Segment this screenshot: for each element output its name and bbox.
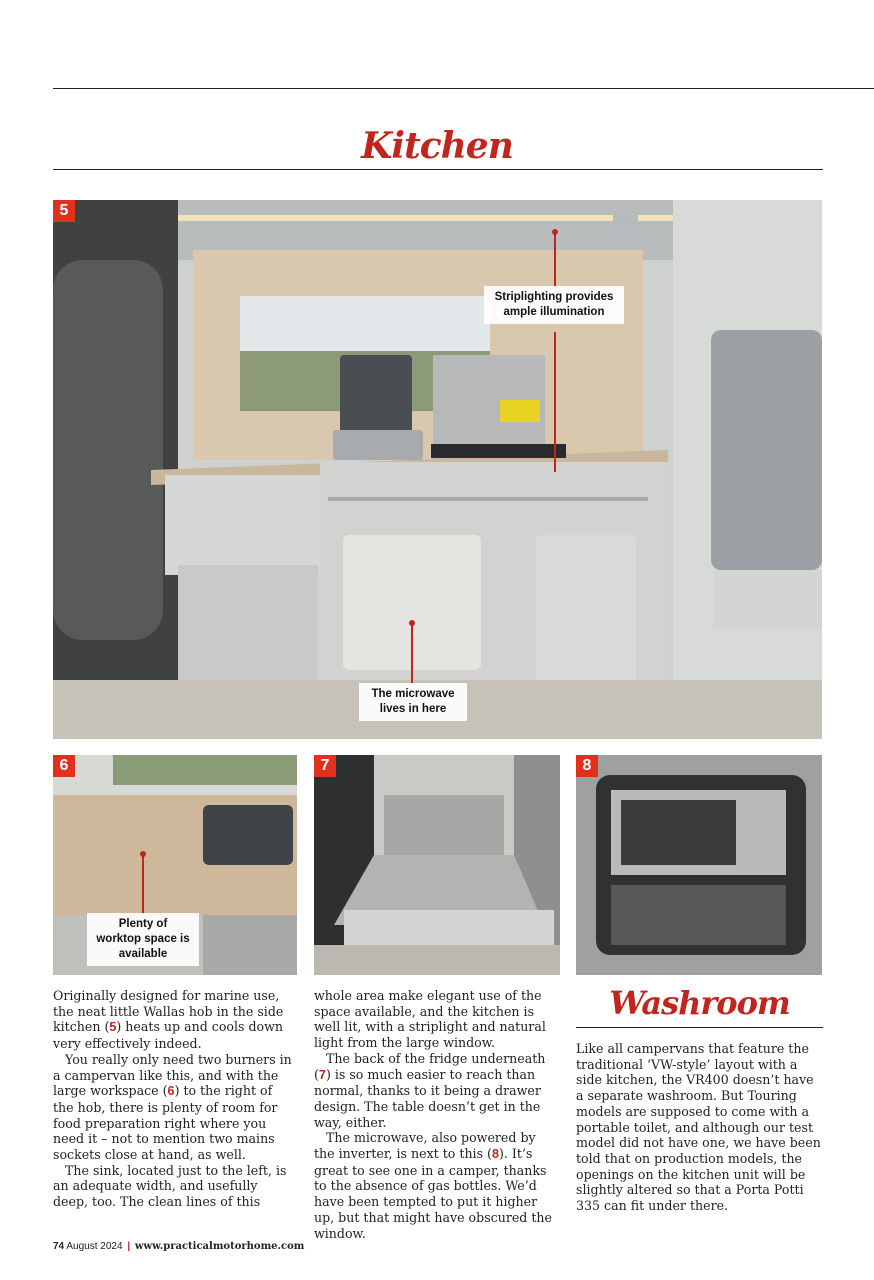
- footer-separator: |: [127, 1241, 131, 1252]
- text-span: ). It’s great to see one in a camper, thanks to the absence of gas bottles. We’d have been tempted to put it higher up, but that might have obscured the window.: [314, 1146, 552, 1241]
- header-rule: [53, 88, 874, 89]
- col1-paragraph-1: [53, 988, 295, 1052]
- washroom-heading-rule: [576, 1027, 823, 1028]
- photo-badge-5: 5: [53, 200, 75, 222]
- body-column-3: [576, 1041, 823, 1214]
- col2-paragraph-3: [314, 1130, 556, 1241]
- photo-badge-7: 7: [314, 755, 336, 777]
- col2-paragraph-1: whole area make elegant use of the space available, and the kitchen is well lit, with a striplight and natural light from the large window.: [314, 988, 546, 1051]
- photo-badge-6: 6: [53, 755, 75, 777]
- fridge-drawer-image: [314, 755, 560, 975]
- col1-paragraph-3: The sink, located just to the left, is an adequate width, and usefully deep, too. The clean lines of this: [53, 1162, 287, 1210]
- photo-ref-7: 7: [318, 1067, 326, 1082]
- callout-microwave: The microwave lives in here: [359, 683, 467, 721]
- photo-worktop: [53, 755, 297, 975]
- text-span: Originally designed for marine use, the neat little Wallas hob in the side kitchen (: [53, 988, 284, 1035]
- text-span: ) is so much easier to reach than normal, thanks to it being a drawer design. The table doesn’t get in the way, either.: [314, 1066, 541, 1130]
- col2-paragraph-2: [314, 1051, 556, 1131]
- callout-leader-top-lower: [554, 332, 556, 472]
- callout-striplighting: Striplighting provides ample illumination: [484, 286, 624, 324]
- col1-paragraph-2: [53, 1052, 295, 1163]
- kitchen-unit-image: [53, 200, 822, 739]
- text-span: ) heats up and cools down very effectively indeed.: [53, 1019, 284, 1052]
- photo-ref-8: 8: [491, 1147, 499, 1162]
- text-span: ) to the right of the hob, there is plenty of room for food preparation right where you need it – not to mention two mains sockets close at hand, as well.: [53, 1083, 278, 1163]
- issue-date: August 2024: [66, 1241, 123, 1252]
- washroom-heading: Washroom: [609, 984, 790, 1022]
- col3-paragraph-1: Like all campervans that feature the traditional ‘VW-style’ layout with a side kitchen, the VR400 doesn’t have a separate washroom. But Touring models are supposed to come with a portable toilet, and although our test model did not have one, we have been told that on production models, the openings on the kitchen unit will be slightly altered so that a Porta Potti 335 can fit under there.: [576, 1041, 821, 1214]
- callout-worktop: Plenty of worktop space is available: [87, 913, 199, 966]
- photo-fridge-drawer: [314, 755, 560, 975]
- body-column-1: [53, 988, 295, 1210]
- website-link[interactable]: www.practicalmotorhome.com: [134, 1241, 305, 1252]
- callout-leader-worktop: [142, 854, 144, 914]
- page-footer: [53, 1241, 304, 1252]
- photo-microwave: [576, 755, 822, 975]
- text-span: You really only need two burners in a campervan like this, and with the large workspace (: [53, 1051, 292, 1099]
- body-column-2: [314, 988, 556, 1241]
- kitchen-heading: Kitchen: [361, 125, 513, 167]
- page-number: 74: [53, 1241, 65, 1252]
- photo-badge-8: 8: [576, 755, 598, 777]
- photo-ref-5: 5: [109, 1020, 117, 1035]
- text-span: The back of the fridge underneath (: [314, 1050, 546, 1082]
- callout-leader-bottom: [411, 623, 413, 683]
- microwave-image: [576, 755, 822, 975]
- photo-kitchen-unit: [53, 200, 822, 739]
- callout-leader-top: [554, 232, 556, 287]
- kitchen-heading-rule: [53, 169, 823, 170]
- photo-ref-6: 6: [167, 1084, 175, 1099]
- text-span: The microwave, also powered by the inverter, is next to this (: [314, 1130, 536, 1162]
